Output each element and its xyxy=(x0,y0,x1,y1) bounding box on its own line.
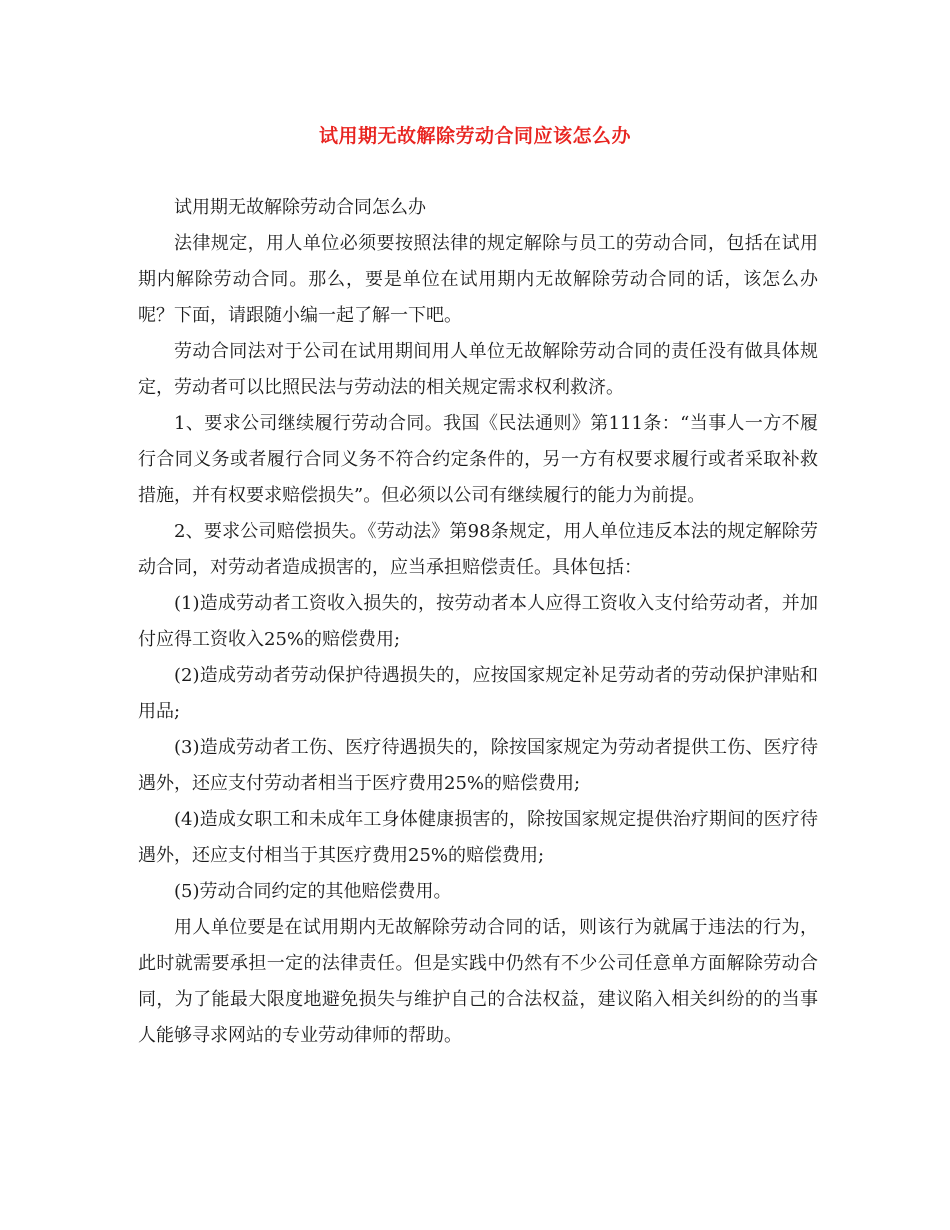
document-title: 试用期无故解除劳动合同应该怎么办 xyxy=(318,125,631,147)
paragraph-subitem-1: (1)造成劳动者工资收入损失的，按劳动者本人应得工资收入支付给劳动者，并加付应得工资收入25%的赔偿费用; xyxy=(138,593,818,650)
paragraph-item-2: 2、要求公司赔偿损失。《劳动法》第98条规定，用人单位违反本法的规定解除劳动合同，对劳动者造成损害的，应当承担赔偿责任。具体包括： xyxy=(138,521,818,578)
paragraph-intro: 法律规定，用人单位必须要按照法律的规定解除与员工的劳动合同，包括在试用期内解除劳动合同。那么，要是单位在试用期内无故解除劳动合同的话，该怎么办呢？下面，请跟随小编一起了解一下吧。 xyxy=(138,233,818,326)
paragraph-conclusion: 用人单位要是在试用期内无故解除劳动合同的话，则该行为就属于违法的行为，此时就需要承担一定的法律责任。但是实践中仍然有不少公司任意单方面解除劳动合同，为了能最大限度地避免损失与维护自己的合法权益，建议陷入相关纠纷的的当事人能够寻求网站的专业劳动律师的帮助。 xyxy=(138,917,818,1046)
paragraph-subitem-3: (3)造成劳动者工伤、医疗待遇损失的，除按国家规定为劳动者提供工伤、医疗待遇外，还应支付劳动者相当于医疗费用25%的赔偿费用; xyxy=(138,737,818,794)
document-body xyxy=(138,190,818,1054)
paragraph-law-overview: 劳动合同法对于公司在试用期间用人单位无故解除劳动合同的责任没有做具体规定，劳动者可以比照民法与劳动法的相关规定需求权利救济。 xyxy=(138,341,818,398)
paragraph-subitem-2: (2)造成劳动者劳动保护待遇损失的，应按国家规定补足劳动者的劳动保护津贴和用品; xyxy=(138,665,818,722)
paragraph-subitem-4: (4)造成女职工和未成年工身体健康损害的，除按国家规定提供治疗期间的医疗待遇外，还应支付相当于其医疗费用25%的赔偿费用; xyxy=(138,809,818,866)
paragraph-subtitle: 试用期无故解除劳动合同怎么办 xyxy=(174,197,426,218)
paragraph-item-1: 1、要求公司继续履行劳动合同。我国《民法通则》第111条：“当事人一方不履行合同义务或者履行合同义务不符合约定条件的，另一方有权要求履行或者采取补救措施，并有权要求赔偿损失”。但必须以公司有继续履行的能力为前提。 xyxy=(138,413,818,506)
paragraph-subitem-5: (5)劳动合同约定的其他赔偿费用。 xyxy=(174,881,452,902)
